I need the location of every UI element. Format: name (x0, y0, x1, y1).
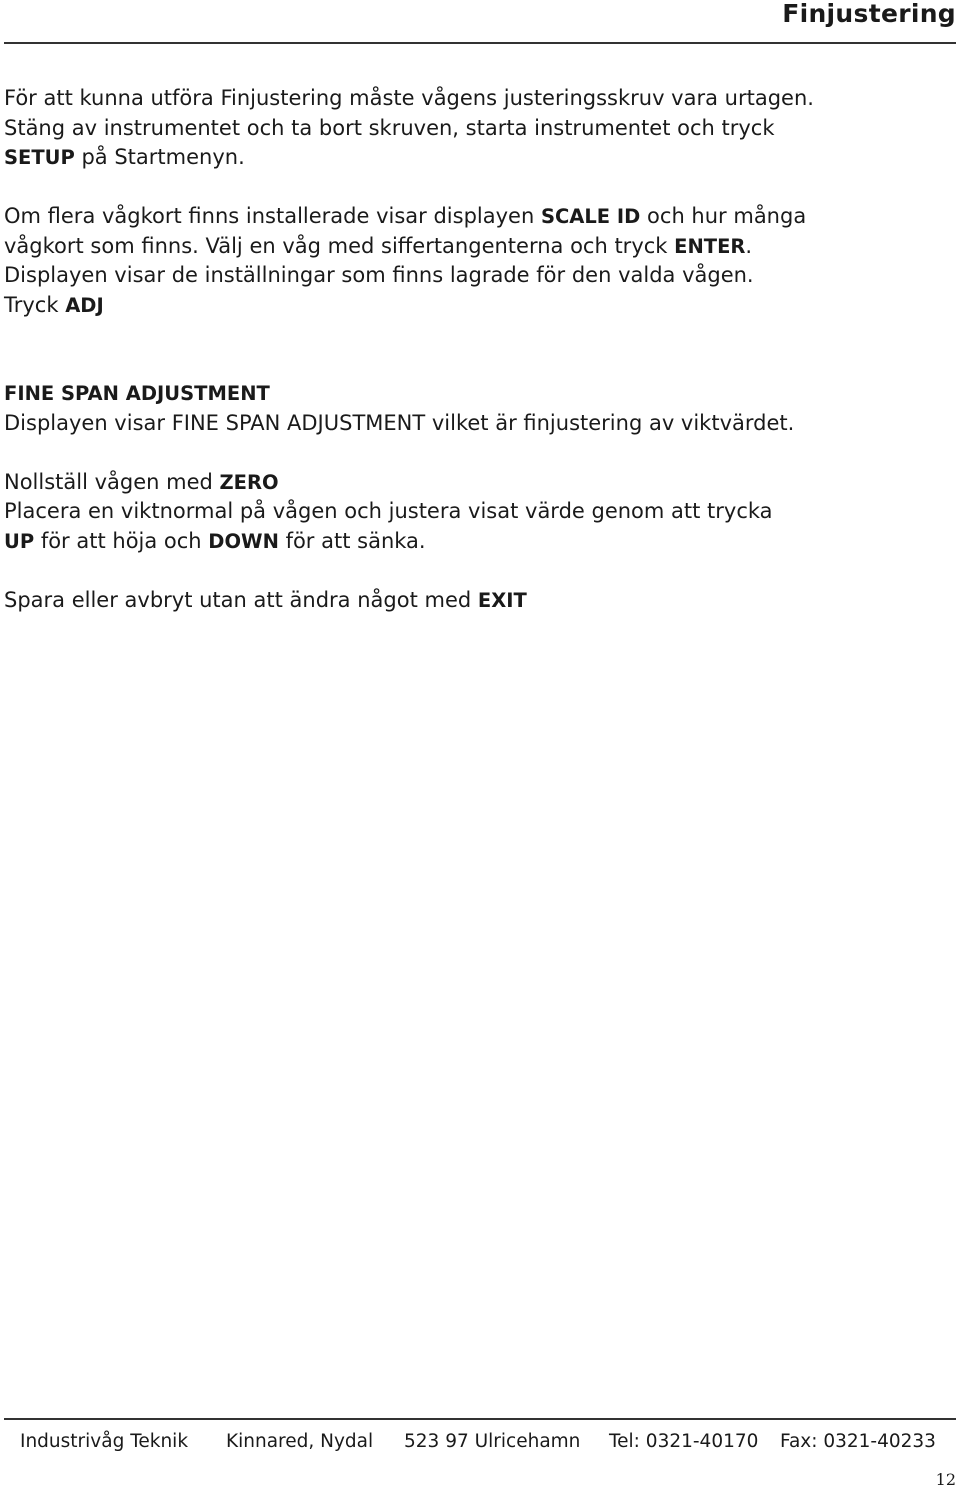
footer-fax: Fax: 0321-40233 (780, 1431, 936, 1452)
section-heading: FINE SPAN ADJUSTMENT (4, 382, 270, 405)
footer-address: Kinnared, Nydal (226, 1431, 374, 1452)
paragraph-adjust (4, 468, 954, 557)
paragraph-fine-span (4, 379, 954, 438)
page-number: 12 (935, 1470, 956, 1489)
text: för att sänka. (278, 528, 426, 553)
key-adj: ADJ (65, 293, 104, 317)
paragraph-intro (4, 84, 954, 173)
text: vågkort som finns. Välj en våg med siffertangenterna och tryck (4, 233, 675, 258)
text: Spara eller avbryt utan att ändra något med (4, 587, 478, 612)
key-exit: EXIT (477, 588, 527, 612)
footer (20, 1430, 936, 1454)
footer-divider (4, 1418, 956, 1420)
text: Stäng av instrumentet och ta bort skruven, starta instrumentet och tryck (4, 115, 775, 140)
footer-company: Industrivåg Teknik (20, 1431, 189, 1452)
paragraph-scale-select (4, 202, 954, 320)
key-setup: SETUP (4, 146, 75, 169)
key-scale-id: SCALE ID (540, 205, 641, 228)
text: och hur många (640, 204, 807, 228)
text: Placera en viktnormal på vågen och justera visat värde genom att trycka (4, 499, 773, 523)
header-divider (4, 42, 956, 44)
text: . (745, 233, 753, 258)
text: på Startmenyn. (74, 145, 245, 169)
page-title: Finjustering (782, 0, 956, 28)
footer-phone: Tel: 0321-40170 (609, 1431, 759, 1452)
text: Om flera vågkort finns installerade visar displayen (4, 204, 541, 228)
document-body (4, 84, 954, 615)
text: För att kunna utföra Finjustering måste vågens justeringsskruv vara urtagen. (4, 86, 814, 110)
text: Displayen visar de inställningar som finns lagrade för den valda vågen. (4, 263, 754, 287)
footer-postal: 523 97 Ulricehamn (404, 1431, 581, 1452)
text: för att höja och (34, 528, 209, 553)
text: Displayen visar FINE SPAN ADJUSTMENT vilket är finjustering av viktvärdet. (4, 410, 795, 435)
text: Tryck (4, 292, 66, 317)
text: Nollställ vågen med (4, 469, 220, 494)
key-zero: ZERO (219, 470, 279, 494)
key-up: UP (4, 529, 35, 553)
paragraph-exit (4, 586, 954, 616)
key-enter: ENTER (674, 234, 746, 258)
key-down: DOWN (208, 529, 279, 553)
